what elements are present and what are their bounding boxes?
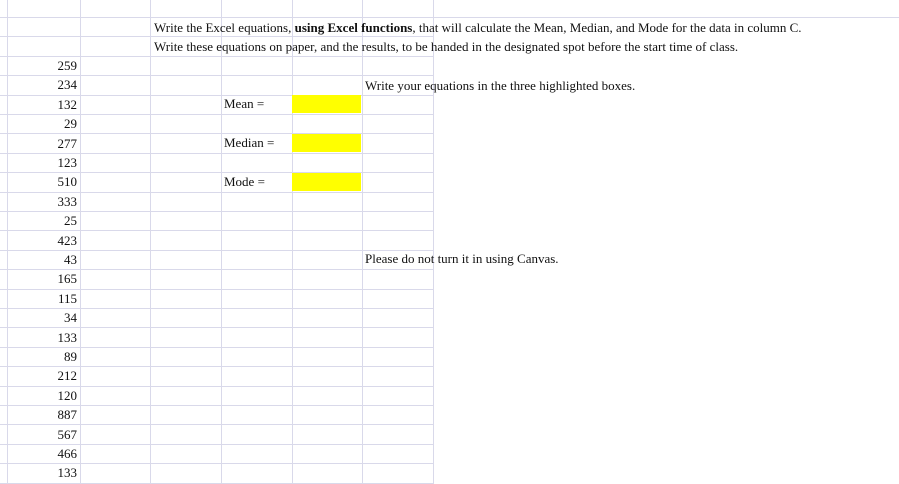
instruction-line-1-end: , that will calculate the Mean, Median, and Mode for the data in column C. bbox=[412, 20, 802, 35]
column-c-cell[interactable]: 115 bbox=[57, 291, 77, 306]
highlighted-boxes-note[interactable]: Write your equations in the three highlighted boxes. bbox=[365, 78, 636, 93]
column-c-cell[interactable]: 43 bbox=[64, 252, 77, 267]
column-c-cell[interactable]: 120 bbox=[57, 388, 77, 403]
mean-answer-cell[interactable] bbox=[292, 95, 361, 113]
instruction-line-2[interactable]: Write these equations on paper, and the results, to be handed in the designated spot before the start time of class. bbox=[154, 39, 739, 54]
column-c-cell[interactable]: 123 bbox=[57, 155, 77, 170]
column-c-cell[interactable]: 466 bbox=[57, 446, 77, 461]
median-answer-cell[interactable] bbox=[292, 134, 361, 152]
instruction-line-1-emphasis: using Excel functions bbox=[294, 20, 413, 35]
mode-answer-cell[interactable] bbox=[292, 173, 361, 191]
column-c-cell[interactable]: 333 bbox=[57, 194, 77, 209]
grid-column-line bbox=[150, 0, 151, 484]
mean-label[interactable]: Mean = bbox=[224, 96, 265, 111]
median-label[interactable]: Median = bbox=[224, 135, 275, 150]
grid-column-line bbox=[362, 0, 363, 484]
column-c-cell[interactable]: 259 bbox=[57, 58, 77, 73]
grid-column-line bbox=[292, 0, 293, 484]
canvas-note[interactable]: Please do not turn it in using Canvas. bbox=[365, 251, 559, 266]
column-c-cell[interactable]: 567 bbox=[57, 427, 77, 442]
column-c-cell[interactable]: 212 bbox=[57, 368, 77, 383]
column-c-cell[interactable]: 165 bbox=[57, 271, 77, 286]
column-c-cell[interactable]: 132 bbox=[57, 97, 77, 112]
mode-label[interactable]: Mode = bbox=[224, 174, 265, 189]
column-c-cell[interactable]: 423 bbox=[57, 233, 77, 248]
instruction-line-1[interactable] bbox=[154, 18, 802, 37]
column-c-cell[interactable]: 25 bbox=[64, 213, 77, 228]
column-c-cell[interactable]: 510 bbox=[57, 174, 77, 189]
column-c-cell[interactable]: 29 bbox=[64, 116, 77, 131]
grid-column-line bbox=[433, 0, 434, 484]
grid-column-line bbox=[80, 0, 81, 484]
column-c-cell[interactable]: 133 bbox=[57, 330, 77, 345]
column-c-cell[interactable]: 234 bbox=[57, 77, 77, 92]
instruction-line-1-start: Write the Excel equations, bbox=[154, 20, 295, 35]
column-c-cell[interactable]: 133 bbox=[57, 465, 77, 480]
grid-column-line bbox=[221, 0, 222, 484]
column-c-cell[interactable]: 89 bbox=[64, 349, 77, 364]
column-c-cell[interactable]: 887 bbox=[57, 407, 77, 422]
column-c-cell[interactable]: 277 bbox=[57, 136, 77, 151]
column-c-cell[interactable]: 34 bbox=[64, 310, 77, 325]
